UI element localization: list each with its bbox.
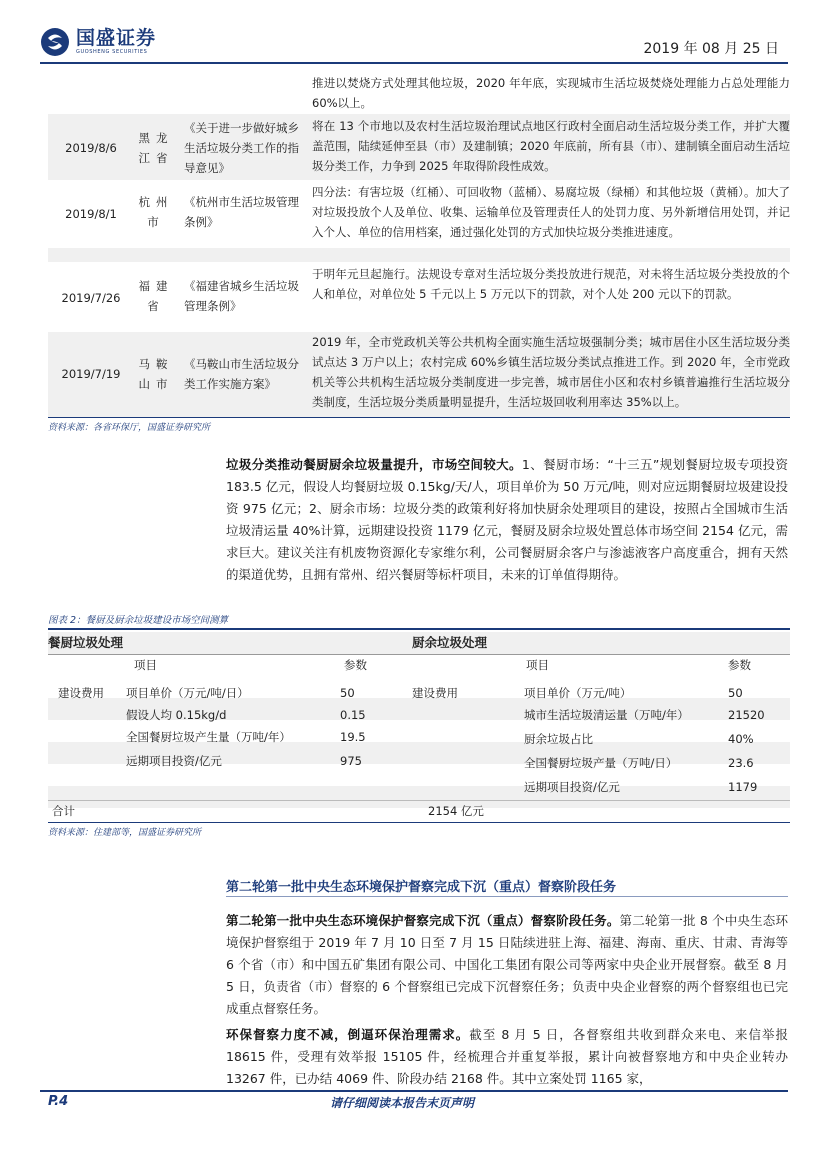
policy-document: 《马鞍山市生活垃圾分类工作实施方案》 bbox=[184, 357, 299, 391]
right-item: 全国餐厨垃圾产量（万吨/日） bbox=[524, 756, 678, 770]
table-row-spacer bbox=[48, 248, 790, 262]
table-source: 资料来源：各省环保厅，国盛证券研究所 bbox=[48, 423, 211, 433]
column-header-item: 项目 bbox=[526, 658, 549, 672]
brand-name: 国盛证券 bbox=[76, 27, 157, 49]
policy-desc: 2019 年，全市党政机关等公共机构全面实施生活垃圾强制分类；城市居住小区生活垃圾分类试点达 3 万户以上；农村完成 60%乡镇生活垃圾分类试点推进工作。到 2020 年，全市党政机关等公共机构生活垃圾分类制度进一步完善，城市居住小区和农村乡镇普遍推行生活垃圾分类制度，生活垃圾分类质量明显提升，生活垃圾回收利用率达 35%以上。 bbox=[312, 335, 790, 409]
right-value: 50 bbox=[728, 686, 743, 700]
column-header-param: 参数 bbox=[728, 658, 751, 672]
column-header-item: 项目 bbox=[134, 658, 157, 672]
right-value: 23.6 bbox=[728, 756, 754, 770]
table-row bbox=[48, 180, 790, 248]
header-rule bbox=[48, 654, 790, 655]
policy-region: 杭州市 bbox=[138, 195, 174, 229]
footer-divider bbox=[40, 1090, 788, 1092]
right-item: 厨余垃圾占比 bbox=[524, 732, 593, 746]
policy-region: 黑龙江省 bbox=[138, 131, 174, 165]
logo-icon bbox=[40, 27, 70, 57]
brand-logo bbox=[40, 24, 190, 60]
section-heading: 第二轮第一批中央生态环境保护督察完成下沉（重点）督察阶段任务 bbox=[226, 880, 617, 895]
policy-document: 《关于进一步做好城乡生活垃圾分类工作的指导意见》 bbox=[184, 121, 299, 175]
row-bg bbox=[48, 786, 790, 808]
left-value: 50 bbox=[340, 686, 355, 700]
table-row bbox=[48, 70, 790, 114]
figure-title: 图表 2：餐厨及厨余垃圾建设市场空间测算 bbox=[48, 615, 229, 626]
page-number: P.4 bbox=[48, 1094, 69, 1109]
left-item: 假设人均 0.15kg/d bbox=[126, 708, 227, 722]
paragraph-lead: 垃圾分类推动餐厨厨余垃圾量提升，市场空间较大。 bbox=[226, 457, 522, 472]
report-date: 2019 年 08 月 25 日 bbox=[643, 41, 779, 57]
left-section-header: 餐厨垃圾处理 bbox=[48, 635, 124, 650]
policy-document: 《杭州市生活垃圾管理条例》 bbox=[184, 195, 299, 229]
right-item: 项目单价（万元/吨） bbox=[524, 686, 632, 700]
market-paragraph bbox=[226, 454, 788, 586]
figure-top-rule bbox=[48, 628, 790, 630]
supervision-paragraph bbox=[226, 1024, 788, 1090]
left-item: 全国餐厨垃圾产生量（万吨/年） bbox=[126, 730, 291, 744]
right-item: 远期项目投资/亿元 bbox=[524, 780, 620, 794]
left-value: 975 bbox=[340, 754, 362, 768]
inspection-paragraph bbox=[226, 910, 788, 1020]
policy-desc: 推进以焚烧方式处理其他垃圾，2020 年年底，实现城市生活垃圾焚烧处理能力占总处理能力 60%以上。 bbox=[312, 76, 790, 110]
row-label-right: 建设费用 bbox=[412, 686, 458, 700]
left-value: 0.15 bbox=[340, 708, 366, 722]
section-heading-rule bbox=[226, 896, 788, 897]
table-row bbox=[48, 114, 790, 180]
figure-source: 资料来源：住建部等，国盛证券研究所 bbox=[48, 828, 202, 838]
policy-document: 《福建省城乡生活垃圾管理条例》 bbox=[184, 279, 299, 313]
paragraph-body: 截至 8 月 5 日，各督察组共收到群众来电、来信举报 18615 件，受理有效举报 15105 件，经梳理合并重复举报，累计向被督察地方和中央企业转办 13267 件，已办结 4069 件、阶段办结 2168 件。其中立案处罚 1165 家， bbox=[226, 1027, 788, 1086]
brand-subtitle: GUOSHENG SECURITIES bbox=[76, 49, 148, 55]
policy-desc: 四分法：有害垃圾（红桶）、可回收物（蓝桶）、易腐垃圾（绿桶）和其他垃圾（黄桶）。加大了对垃圾投放个人及单位、收集、运输单位及管理责任人的处罚力度、另外新增信用处罚，并记入个人、单位的信用档案，通过强化处罚的方式加快垃圾分类推进速度。 bbox=[312, 185, 790, 239]
policy-desc: 将在 13 个市地以及农村生活垃圾治理试点地区行政村全面启动生活垃圾分类工作，并扩大覆盖范围，陆续延伸至县（市）及建制镇；2020 年底前，所有县（市）、建制镇全面启动生活垃圾分类工作，力争到 2025 年取得阶段性成效。 bbox=[312, 119, 790, 173]
right-value: 21520 bbox=[728, 708, 765, 722]
paragraph-body: 1、餐厨市场：“十三五”规划餐厨垃圾专项投资 183.5 亿元，假设人均餐厨垃圾 0.15kg/天/人，项目单价为 50 万元/吨，则对应远期餐厨垃圾建设投资 975 亿元；2、厨余市场：垃圾分类的政策利好将加快厨余处理项目的建设，按照占全国城市生活垃圾清运量 40%计算，远期建设投资 1179 亿元，餐厨及厨余垃圾处置总体市场空间 2154 亿元，需求巨大。建议关注有机废物资源化专家维尔利，公司餐厨厨余客户与渗滤液客户高度重合，拥有天然的渠道优势，且拥有常州、绍兴餐厨等标杆项目，未来的订单值得期待。 bbox=[226, 457, 788, 582]
column-header-param: 参数 bbox=[344, 658, 367, 672]
table-bottom-rule bbox=[48, 417, 790, 418]
right-item: 城市生活垃圾清运量（万吨/年） bbox=[524, 708, 689, 722]
left-item: 项目单价（万元/吨/日） bbox=[126, 686, 249, 700]
figure-bottom-rule bbox=[48, 822, 790, 823]
policy-desc: 于明年元旦起施行。法规设专章对生活垃圾分类投放进行规范，对未将生活垃圾分类投放的个人和单位，对单位处 5 千元以上 5 万元以下的罚款，对个人处 200 元以下的罚款。 bbox=[312, 267, 790, 301]
total-rule bbox=[48, 800, 790, 801]
policy-date: 2019/8/1 bbox=[65, 207, 117, 221]
row-label-left: 建设费用 bbox=[58, 686, 104, 700]
policy-date: 2019/7/19 bbox=[61, 367, 121, 381]
policy-region: 福建省 bbox=[138, 279, 174, 313]
policy-region: 马鞍山市 bbox=[138, 357, 174, 391]
footer-disclaimer: 请仔细阅读本报告末页声明 bbox=[330, 1096, 475, 1110]
left-item: 远期项目投资/亿元 bbox=[126, 754, 222, 768]
table-row bbox=[48, 332, 790, 417]
header-divider bbox=[40, 62, 788, 64]
paragraph-lead: 第二轮第一批中央生态环境保护督察完成下沉（重点）督察阶段任务。 bbox=[226, 913, 620, 928]
table-row bbox=[48, 262, 790, 332]
paragraph-body: 第二轮第一批 8 个中央生态环境保护督察组于 2019 年 7 月 10 日至 7 月 15 日陆续进驻上海、福建、海南、重庆、甘肃、青海等 6 个省（市）和中国五矿集团有限公司、中国化工集团有限公司等两家中央企业开展督察。截至 8 月 5 日，负责省（市）督察的 6 个督察组已完成下沉督察任务；负责中央企业督察的两个督察组也已完成重点督察任务。 bbox=[226, 913, 788, 1016]
market-estimate-table bbox=[48, 632, 790, 822]
right-value: 1179 bbox=[728, 780, 758, 794]
right-value: 40% bbox=[728, 732, 754, 746]
total-label: 合计 bbox=[52, 804, 75, 818]
policy-date: 2019/7/26 bbox=[61, 291, 121, 305]
policy-date: 2019/8/6 bbox=[65, 141, 117, 155]
left-value: 19.5 bbox=[340, 730, 366, 744]
total-value: 2154 亿元 bbox=[428, 804, 484, 818]
right-section-header: 厨余垃圾处理 bbox=[412, 635, 488, 650]
paragraph-lead: 环保督察力度不减，倒逼环保治理需求。 bbox=[226, 1027, 470, 1042]
